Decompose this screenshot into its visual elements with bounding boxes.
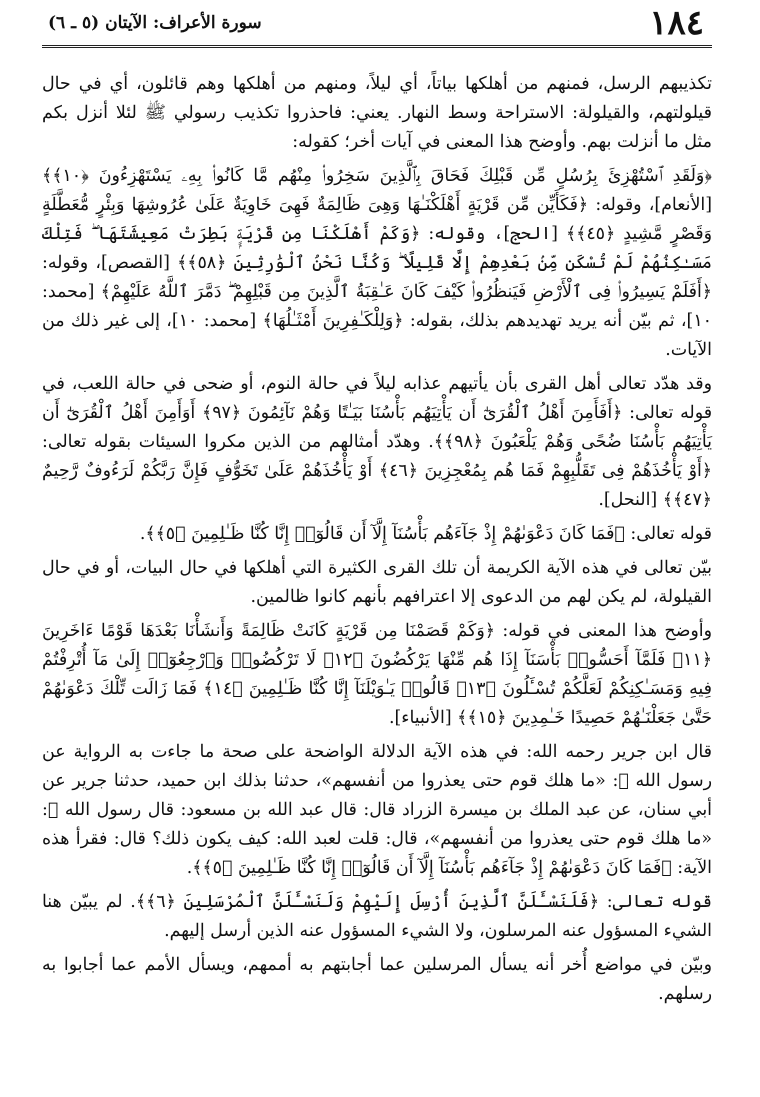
paragraph-7: قال ابن جرير رحمه الله: في هذه الآية الدلالة الواضحة على صحة ما جاءت به الرواية عن رسول الله ﷺ: «ما هلك قوم حتى يعذروا من أنفسهم»، حدثنا بذلك ابن حميد، حدثنا جرير عن أبي سنان، عن عبد الملك بن ميسرة الزراد قال: قال عبد الله بن مسعود: قال رسول الله ﷺ: «ما هلك قوم حتى يعذروا من أنفسهم»، قال: قلت لعبد الله: كيف يكون ذلك؟ قال: فقرأ هذه الآية: ﴿فَمَا كَانَ دَعْوَىٰهُمْ إِذْ جَآءَهُم بَأْسُنَآ إِلَّآ أَن قَالُوٓا۟ إِنَّا كُنَّا ظَـٰلِمِينَ ﴿٥﴾﴾. <box>42 742 712 878</box>
header-divider <box>42 45 712 48</box>
paragraph-6: وأوضح هذا المعنى في قوله: ﴿وَكَمْ قَصَمْنَا مِن قَرْيَةٍ كَانَتْ ظَالِمَةً وَأَنشَأْنَا بَعْدَهَا قَوْمًا ءَاخَرِينَ ﴿١١﴾ فَلَمَّآ أَحَسُّوا۟ بَأْسَنَآ إِذَا هُم مِّنْهَا يَرْكُضُونَ ﴿١٢﴾ لَا تَرْكُضُوا۟ وَٱرْجِعُوٓا۟ إِلَىٰ مَآ أُتْرِفْتُمْ فِيهِ وَمَسَـٰكِنِكُمْ لَعَلَّكُمْ تُسْـَٔلُونَ ﴿١٣﴾ قَالُوا۟ يَـٰوَيْلَنَآ إِنَّا كُنَّا ظَـٰلِمِينَ ﴿١٤﴾ فَمَا زَالَت تِّلْكَ دَعْوَىٰهُمْ حَتَّىٰ جَعَلْنَـٰهُمْ حَصِيدًا خَـٰمِدِينَ ﴿١٥﴾﴾ [الأنبياء]. <box>42 621 713 728</box>
page-body <box>42 70 712 1009</box>
paragraph-4: قوله تعالى: ﴿فَمَا كَانَ دَعْوَىٰهُمْ إِذْ جَآءَهُم بَأْسُنَآ إِلَّآ أَن قَالُوٓا۟ إِنَّا كُنَّا ظَـٰلِمِينَ ﴿٥﴾﴾. <box>139 524 712 544</box>
paragraph-2: ﴿وَلَقَدِ ٱسْتُهْزِئَ بِرُسُلٍ مِّن قَبْلِكَ فَحَاقَ بِٱلَّذِينَ سَخِرُوا۟ مِنْهُم مَّا كَانُوا۟ بِهِۦ يَسْتَهْزِءُونَ ﴿١٠﴾﴾ [الأنعام]، وقوله: ﴿فَكَأَيِّن مِّن قَرْيَةٍ أَهْلَكْنَـٰهَا وَهِىَ ظَالِمَةٌ فَهِىَ خَاوِيَةٌ عَلَىٰ عُرُوشِهَا وَبِئْرٍ مُّعَطَّلَةٍ وَقَصْرٍ مَّشِيدٍ ﴿٤٥﴾﴾ [الحج]، وقوله: ﴿وَكَمْ أَهْلَكْنَا مِن قَرْيَةٍۭ بَطِرَتْ مَعِيشَتَهَا ۖ فَتِلْكَ مَسَـٰكِنُهُمْ لَمْ تُسْكَن مِّنۢ بَعْدِهِمْ إِلَّا قَلِيلًا ۖ وَكُنَّا نَحْنُ ٱلْوَٰرِثِينَ ﴿٥٨﴾﴾ [القصص]، وقوله: ﴿أَفَلَمْ يَسِيرُوا۟ فِى ٱلْأَرْضِ فَيَنظُرُوا۟ كَيْفَ كَانَ عَـٰقِبَةُ ٱلَّذِينَ مِن قَبْلِهِمْ ۖ دَمَّرَ ٱللَّهُ عَلَيْهِمْ﴾ [محمد: ١٠]، ثم بيّن أنه يريد تهديدهم بذلك، بقوله: ﴿وَلِلْكَـٰفِرِينَ أَمْثَـٰلُهَا﴾ [محمد: ١٠]، إلى غير ذلك من الآيات. <box>42 166 713 360</box>
paragraph-3: وقد هدّد تعالى أهل القرى بأن يأتيهم عذابه ليلاً في حالة النوم، أو ضحى في حالة اللعب، في قوله تعالى: ﴿أَفَأَمِنَ أَهْلُ ٱلْقُرَىٰٓ أَن يَأْتِيَهُم بَأْسُنَا بَيَـٰتًا وَهُمْ نَآئِمُونَ ﴿٩٧﴾ أَوَأَمِنَ أَهْلُ ٱلْقُرَىٰٓ أَن يَأْتِيَهُم بَأْسُنَا ضُحًى وَهُمْ يَلْعَبُونَ ﴿٩٨﴾﴾. وهدّد أمثالهم من الذين مكروا السيئات بقوله تعالى: ﴿أَوْ يَأْخُذَهُمْ فِى تَقَلُّبِهِمْ فَمَا هُم بِمُعْجِزِينَ ﴿٤٦﴾ أَوْ يَأْخُذَهُمْ عَلَىٰ تَخَوُّفٍ فَإِنَّ رَبَّكُمْ لَرَءُوفٌ رَّحِيمٌ ﴿٤٧﴾﴾ [النحل]. <box>42 374 713 510</box>
paragraph-9: وبيّن في مواضع أُخر أنه يسأل المرسلين عما أجابتهم به أممهم، ويسأل الأمم عما أجابوا به رسلهم. <box>42 955 712 1004</box>
paragraph-1: تكذيبهم الرسل، فمنهم من أهلكها بياتاً، أي ليلاً، ومنهم من أهلكها وهم قائلون، أي في حال قيلولتهم، والقيلولة: الاستراحة وسط النهار. يعني: فاحذروا تكذيب رسولي ﷺ لئلا أنزل بكم مثل ما أنزلت بهم. وأوضح هذا المعنى في آيات أخر؛ كقوله: <box>42 74 712 152</box>
page-header <box>42 0 712 48</box>
running-title: سورة الأعراف: الآيتان (٥ ـ ٦) <box>48 13 262 33</box>
paragraph-5: بيّن تعالى في هذه الآية الكريمة أن تلك القرى الكثيرة التي أهلكها في حال البيات، أو في حال القيلولة، لم يكن لهم من الدعوى إلا اعترافهم بأنهم كانوا ظالمين. <box>42 558 712 607</box>
paragraph-8: قوله تعالى: ﴿فَلَنَسْـَٔلَنَّ ٱلَّذِينَ أُرْسِلَ إِلَيْهِمْ وَلَنَسْـَٔلَنَّ ٱلْمُرْسَلِينَ ﴿٦﴾﴾. لم يبيّن هنا الشيء المسؤول عنه المرسلون، ولا الشيء المسؤول عنه الذين أرسل إليهم. <box>42 892 712 941</box>
page-number: ١٨٤ <box>649 3 704 43</box>
